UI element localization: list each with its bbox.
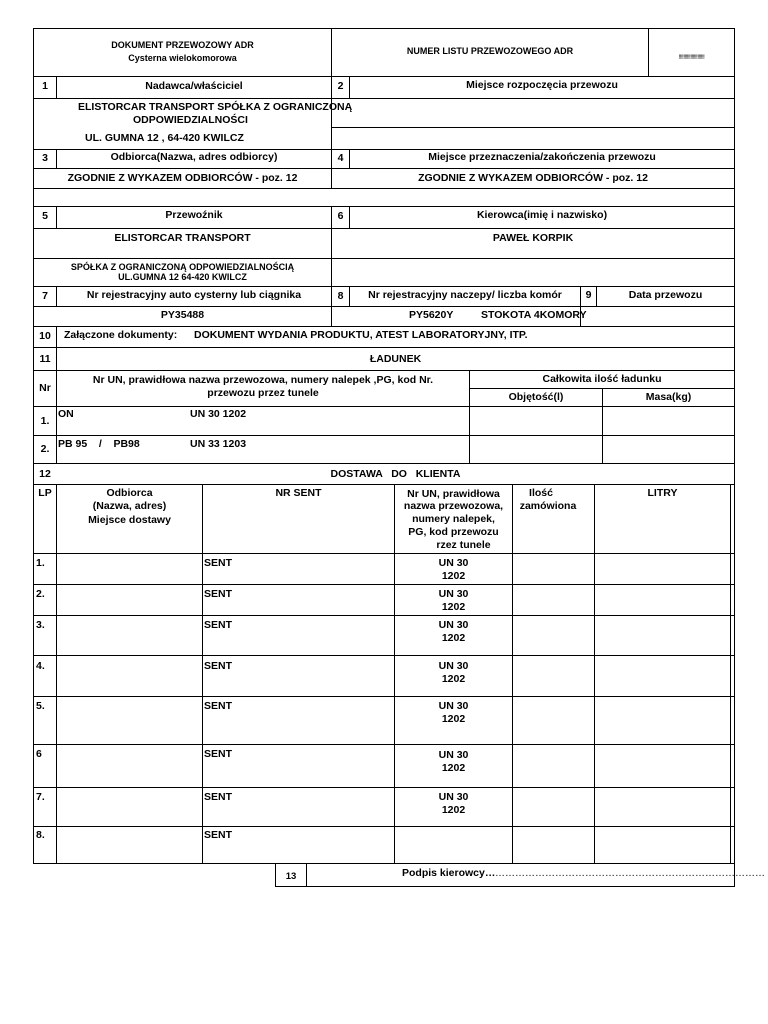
table-rule xyxy=(33,463,735,464)
attached-docs-value: DOKUMENT WYDANIA PRODUKTU, ATEST LABORATORYJNY, ITP. xyxy=(194,329,528,341)
table-rule xyxy=(33,584,735,585)
sender-label: Nadawca/właściciel xyxy=(145,80,243,92)
table-rule xyxy=(33,306,735,307)
cargo-row-2-product: PB 95 / PB98 xyxy=(58,438,140,450)
table-rule xyxy=(33,98,735,99)
section-8-number: 8 xyxy=(337,290,344,302)
table-rule xyxy=(33,228,735,229)
section-10-number: 10 xyxy=(39,330,51,342)
delivery-row-2-un1: UN 30 xyxy=(438,588,469,600)
section-13-number: 13 xyxy=(285,871,297,882)
delivery-row-1-sent: SENT xyxy=(204,557,233,569)
delivery-row-3-un1: UN 30 xyxy=(438,619,469,631)
destination-value: ZGODNIE Z WYKAZEM ODBIORCÓW - poz. 12 xyxy=(418,172,648,184)
document-subtitle: Cysterna wielokomorowa xyxy=(128,53,237,63)
date-label: Data przewozu xyxy=(628,289,703,301)
delivery-row-1-un1: UN 30 xyxy=(438,557,469,569)
delivery-row-7-un1: UN 30 xyxy=(438,791,469,803)
carrier-value-line2: SPÓŁKA Z OGRANICZONĄ ODPOWIEDZIALNOŚCIĄ xyxy=(70,262,295,272)
cargo-row-1-nr: 1. xyxy=(40,415,50,427)
cargo-col-volume: Objętość(l) xyxy=(508,391,564,403)
carrier-label: Przewoźnik xyxy=(165,209,223,221)
table-rule xyxy=(33,258,735,259)
table-rule xyxy=(33,347,735,348)
table-rule xyxy=(33,206,735,207)
table-rule xyxy=(202,484,203,864)
driver-value: PAWEŁ KORPIK xyxy=(492,232,574,244)
table-rule xyxy=(56,326,57,347)
delivery-row-5-un1: UN 30 xyxy=(438,700,469,712)
carrier-value: ELISTORCAR TRANSPORT xyxy=(114,232,251,244)
delivery-title: DOSTAWA DO KLIENTA xyxy=(330,468,461,480)
table-rule xyxy=(306,863,307,887)
driver-label: Kierowca(imię i nazwisko) xyxy=(476,209,608,221)
delivery-col-un-4: PG, kod przewozu xyxy=(408,526,499,538)
delivery-row-5-lp: 5. xyxy=(36,700,45,712)
table-rule xyxy=(33,553,735,554)
delivery-row-2-un2: 1202 xyxy=(441,601,466,613)
delivery-row-1-lp: 1. xyxy=(36,557,45,569)
table-rule xyxy=(33,370,735,371)
table-rule xyxy=(33,744,735,745)
table-rule xyxy=(33,286,735,287)
delivery-row-2-lp: 2. xyxy=(36,588,45,600)
section-2-number: 2 xyxy=(337,80,344,92)
truck-plate-value: PY35488 xyxy=(160,309,205,321)
cargo-col-mass: Masa(kg) xyxy=(645,391,692,403)
delivery-col-qty-1: Ilość xyxy=(529,487,553,499)
document-title: DOKUMENT PRZEWOZOWY ADR xyxy=(111,40,254,50)
list-number-label: NUMER LISTU PRZEWOZOWEGO ADR xyxy=(406,46,574,56)
table-rule xyxy=(33,406,735,407)
table-rule xyxy=(594,484,595,864)
delivery-col-lp: LP xyxy=(38,487,52,499)
delivery-row-3-sent: SENT xyxy=(204,619,233,631)
delivery-row-4-lp: 4. xyxy=(36,660,45,672)
delivery-row-2-sent: SENT xyxy=(204,588,233,600)
table-rule xyxy=(33,787,735,788)
delivery-row-1-un2: 1202 xyxy=(441,570,466,582)
section-11-number: 11 xyxy=(39,353,51,365)
delivery-row-7-sent: SENT xyxy=(204,791,233,803)
cargo-row-1-product: ON xyxy=(58,408,74,420)
carrier-value-line3: UL.GUMNA 12 64-420 KWILCZ xyxy=(118,272,247,282)
delivery-col-sent: NR SENT xyxy=(275,487,322,499)
cargo-title: ŁADUNEK xyxy=(369,353,422,365)
section-1-number: 1 xyxy=(42,80,48,92)
section-3-number: 3 xyxy=(42,152,48,164)
table-rule xyxy=(56,484,57,864)
delivery-row-6-un1: UN 30 xyxy=(438,749,469,761)
delivery-row-7-un2: 1202 xyxy=(441,804,466,816)
cargo-row-2-un: UN 33 1203 xyxy=(190,438,247,450)
delivery-col-un-5: rzez tunele xyxy=(436,539,491,551)
cargo-col-desc-line2: przewozu przez tunele xyxy=(207,387,319,399)
cargo-row-2-nr: 2. xyxy=(40,443,50,455)
delivery-col-un-3: numery nalepek, xyxy=(412,513,495,525)
table-rule xyxy=(331,127,735,128)
delivery-row-8-sent: SENT xyxy=(204,829,233,841)
trailer-plate-label: Nr rejestracyjny naczepy/ liczba komór xyxy=(368,289,562,301)
table-rule xyxy=(33,149,735,150)
driver-signature-label: Podpis kierowcy… xyxy=(402,867,496,879)
delivery-row-3-un2: 1202 xyxy=(441,632,466,644)
cargo-row-1-un: UN 30 1202 xyxy=(190,408,247,420)
table-rule xyxy=(33,484,735,485)
table-rule xyxy=(33,826,735,827)
table-rule xyxy=(734,28,735,887)
delivery-row-5-un2: 1202 xyxy=(441,713,466,725)
table-rule xyxy=(33,863,735,864)
table-rule xyxy=(275,886,735,887)
delivery-col-recipient-2: (Nazwa, adres) xyxy=(92,500,167,512)
attached-docs-label: Załączone dokumenty: xyxy=(64,329,178,341)
cargo-col-total: Całkowita ilość ładunku xyxy=(542,373,662,385)
table-rule xyxy=(33,326,735,327)
driver-signature-line[interactable]: ……………………………………………………………………… xyxy=(495,868,765,879)
table-rule xyxy=(730,484,731,864)
delivery-col-recipient-3: Miejsce dostawy xyxy=(88,514,171,526)
delivery-row-6-un2: 1202 xyxy=(441,762,466,774)
table-rule xyxy=(33,615,735,616)
start-place-label: Miejsce rozpoczęcia przewozu xyxy=(466,79,618,91)
delivery-row-7-lp: 7. xyxy=(36,791,45,803)
sender-address: UL. GUMNA 12 , 64-420 KWILCZ xyxy=(85,132,244,144)
section-4-number: 4 xyxy=(337,152,344,164)
delivery-row-3-lp: 3. xyxy=(36,619,45,631)
delivery-row-4-un1: UN 30 xyxy=(438,660,469,672)
delivery-row-5-sent: SENT xyxy=(204,700,233,712)
sender-name-line2: ODPOWIEDZIALNOŚCI xyxy=(133,114,248,126)
cargo-col-desc-line1: Nr UN, prawidłowa nazwa przewozowa, numery nalepek ,PG, kod Nr. xyxy=(92,374,434,386)
section-7-number: 7 xyxy=(42,290,48,302)
table-rule xyxy=(33,168,735,169)
table-rule xyxy=(33,655,735,656)
truck-plate-label: Nr rejestracyjny auto cysterny lub ciągnika xyxy=(86,289,302,301)
trailer-chambers-value: STOKOTA 4KOMORY xyxy=(481,309,587,321)
section-6-number: 6 xyxy=(337,210,344,222)
delivery-col-un-1: Nr UN, prawidłowa xyxy=(407,488,500,500)
table-rule xyxy=(33,696,735,697)
delivery-row-8-lp: 8. xyxy=(36,829,45,841)
recipient-value: ZGODNIE Z WYKAZEM ODBIORCÓW - poz. 12 xyxy=(67,172,298,184)
delivery-col-liters: LITRY xyxy=(647,487,678,499)
section-12-number: 12 xyxy=(39,468,51,480)
delivery-row-6-lp: 6 xyxy=(36,748,42,760)
table-rule xyxy=(33,28,735,29)
delivery-col-recipient-1: Odbiorca xyxy=(106,487,153,499)
section-5-number: 5 xyxy=(42,210,48,222)
destination-label: Miejsce przeznaczenia/zakończenia przewozu xyxy=(428,151,656,163)
table-rule xyxy=(33,188,735,189)
cargo-col-nr: Nr xyxy=(39,382,51,394)
delivery-col-un-2: nazwa przewozowa, xyxy=(403,500,504,512)
delivery-row-4-sent: SENT xyxy=(204,660,233,672)
delivery-row-4-un2: 1202 xyxy=(441,673,466,685)
sender-name-line1: ELISTORCAR TRANSPORT SPÓŁKA Z OGRANICZONĄ xyxy=(78,101,353,113)
recipient-label: Odbiorca(Nazwa, adres odbiorcy) xyxy=(110,151,278,163)
list-number-value: !!!!!!!!!!!!!!!!!!!!!! xyxy=(678,55,705,61)
section-9-number: 9 xyxy=(585,289,592,301)
table-rule xyxy=(648,28,649,76)
delivery-col-qty-2: zamówiona xyxy=(519,500,577,512)
trailer-plate-value: PY5620Y xyxy=(409,309,454,321)
table-rule xyxy=(33,76,735,77)
table-rule xyxy=(33,435,735,436)
delivery-row-6-sent: SENT xyxy=(204,748,233,760)
